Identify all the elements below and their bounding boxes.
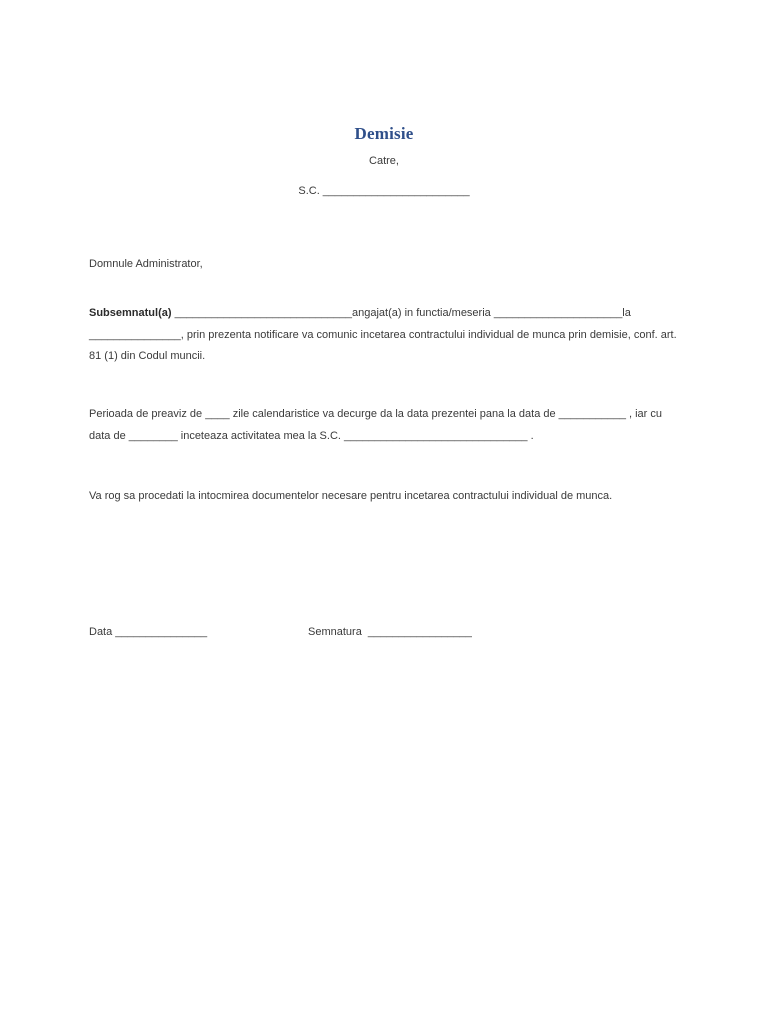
undersigned-label: Subsemnatul(a) <box>89 307 172 319</box>
signature-field: Semnatura _________________ <box>308 626 472 638</box>
recipient-label: Catre, <box>369 155 399 167</box>
document-title: Demisie <box>354 124 414 143</box>
paragraph-request: Va rog sa procedati la intocmirea documentelor necesare pentru incetarea contractului individual de munca. <box>89 490 613 502</box>
paragraph-resignation-notice <box>89 303 685 368</box>
company-line: S.C. ________________________ <box>298 185 470 197</box>
salutation: Domnule Administrator, <box>89 258 203 270</box>
paragraph-notice-period: Perioada de preaviz de ____ zile calendaristice va decurge da la data prezentei pana la data de ___________ , iar cu data de ________ inceteaza activitatea mea la S.C. ______________________________ . <box>89 408 666 442</box>
date-field: Data _______________ <box>89 626 208 638</box>
paragraph-resignation-body: _____________________________angajat(a) in functia/meseria _____________________la _______________, prin prezenta notificare va comunic incetarea contractului individual de munca prin demisie, conf. art. 81 (1) din Codul muncii. <box>89 307 680 362</box>
